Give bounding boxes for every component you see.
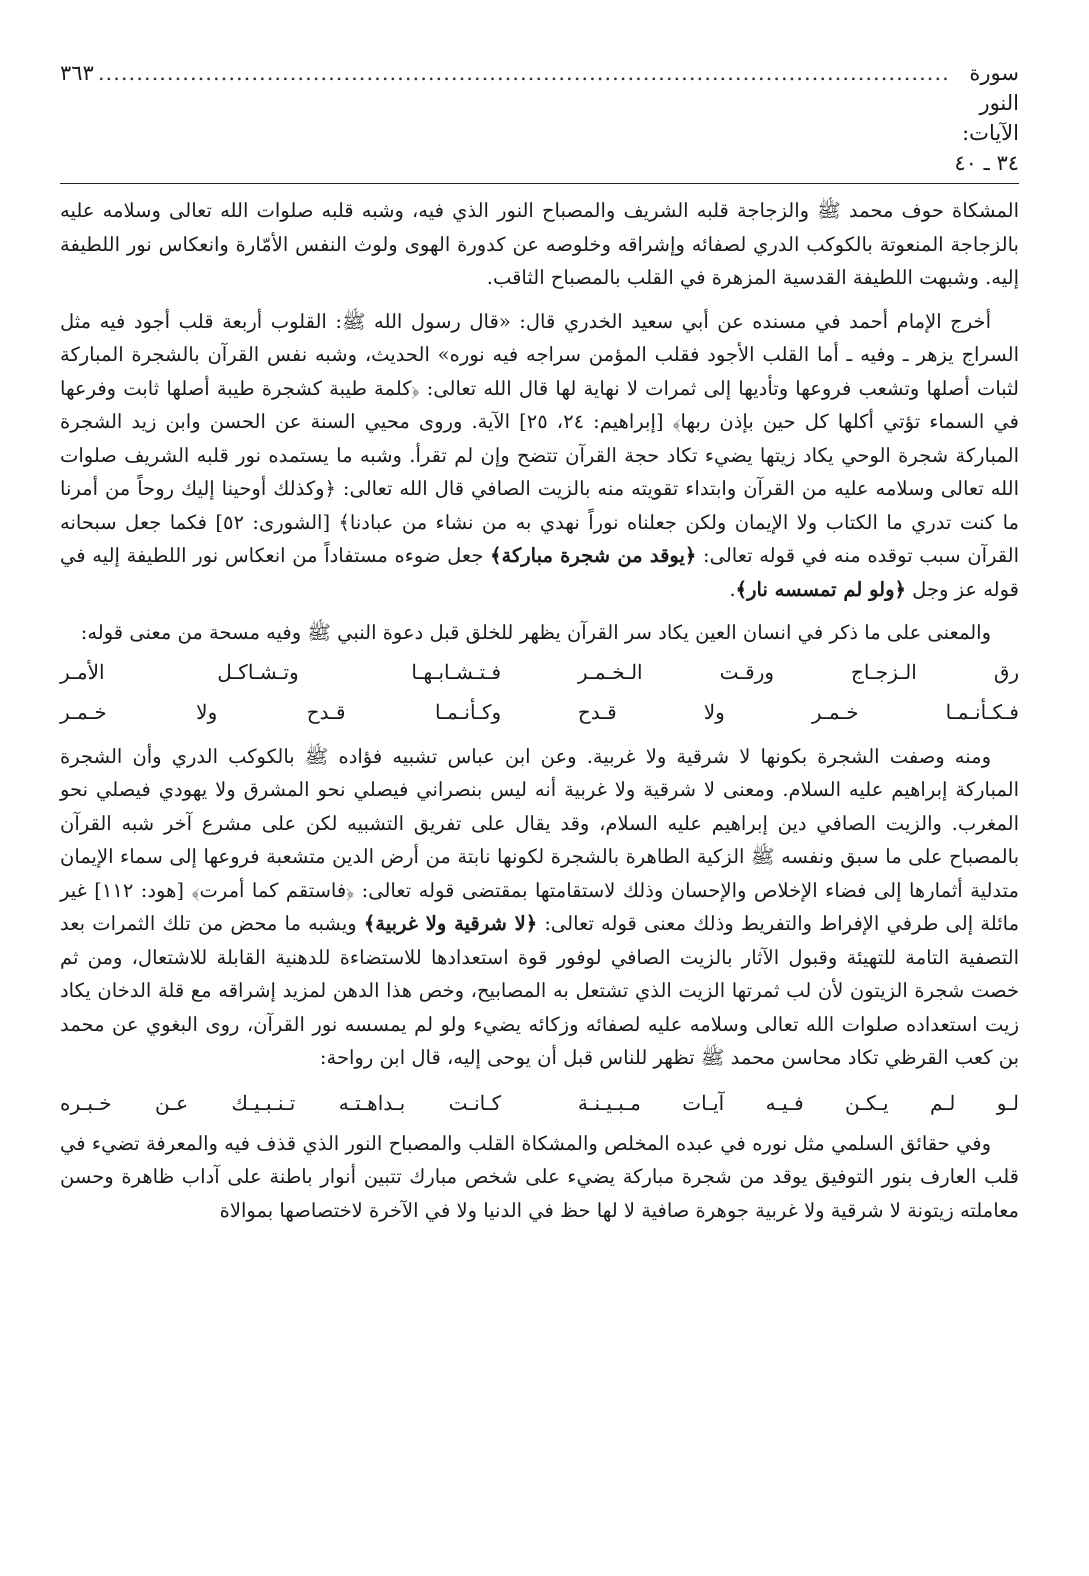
poem-hemistich: فـتـشـابـهـا وتـشـاكـل الأمـر (60, 659, 502, 684)
quran-quote-2: ﴿ولو لم تمسسه نار﴾ (735, 577, 906, 601)
quran-quote-1: ﴿يوقد من شجرة مباركة﴾ (490, 544, 697, 567)
paragraph-4-end: ويشبه ما محض من تلك الثمرات بعد التصفية التامة للتهيئة وقبول الآثار بالزيت الصافي لوفور قوة استعدادها للاستضاءة للدهنية القابلة للاشتعال، ومن ثم خصت شجرة الزيتون لأن لب ثمرتها الزيت الذي تشتعل به المصابيح، وخص هذا الدهن لمزيد إشراقه مع قلة الدخان يكاد زيت استعداده صلوات الله تعالى وسلامه عليه لصفائه وزكائه يضيء ولو لم يمسسه نور القرآن، روى البغوي عن محمد بن كعب القرظي تكاد محاسن محمد ﷺ تظهر للناس قبل أن يوحى إليه، قال ابن رواحة: (60, 912, 1019, 1069)
quran-quote-3: ﴿لا شرقية ولا غربية﴾ (363, 912, 538, 935)
paragraph-2-text: أخرج الإمام أحمد في مسنده عن أبي سعيد الخدري قال: «قال رسول الله ﷺ: القلوب أربعة قلب أجود فيه مثل السراج يزهر ـ وفيه ـ أما القلب الأجود فقلب المؤمن سراجه فيه نوره» الحديث، وشبه نفس القرآن بالشجرة المباركة لثبات أصلها وتشعب فروعها وتأديها إلى ثمرات لا نهاية لها قال الله تعالى: ﴿كلمة طيبة كشجرة طيبة أصلها ثابت وفرعها في السماء تؤتي أكلها كل حين بإذن ربها﴾ [إبراهيم: ٢٤، ٢٥] الآية. وروى محيي السنة عن الحسن وابن زيد الشجرة المباركة شجرة الوحي يكاد زيتها يضيء تكاد حجة القرآن تتضح وإن لم تقرأ. وشبه ما يستمده نور قلبه الشريف صلوات الله تعالى وسلامه عليه من القرآن وابتداء تقويته منه بالزيت الصافي قال الله تعالى: ﴿وكذلك أوحينا إليك روحاً من أمرنا ما كنت تدري ما الكتاب ولا الإيمان ولكن جعلناه نوراً نهدي به من نشاء من عبادنا﴾ [الشورى: ٥٢] فكما جعل سبحانه القرآن سبب توقده منه في قوله تعالى: (60, 309, 1020, 567)
poem-line-1 (60, 654, 1019, 690)
poem-hemistich: فـكـأنـمـا خـمـر ولا قـدح (577, 699, 1019, 724)
page-number: ٣٦٣ (60, 61, 94, 85)
poem-verse-1 (60, 654, 1019, 730)
paragraph-1: المشكاة حوف محمد ﷺ والزجاجة قلبه الشريف والمصباح النور الذي فيه، وشبه قلبه صلوات الله تعالى وسلامه عليه بالزجاجة المنعوتة بالكوكب الدري لصفائه وإشراقه وخلوصه عن كدورة الهوى ولوث النفس الأمّارة وانعكاس نور اللطيفة إليه. وشبهت اللطيفة القدسية المزهرة في القلب بالمصباح الثاقب. (60, 199, 1019, 289)
poem-hemistich: لـو لـم يـكـن فـيـه آيـات مـبـيـنـة (577, 1090, 1019, 1115)
paragraph-4-text: ومنه وصفت الشجرة بكونها لا شرقية ولا غربية. وعن ابن عباس تشبيه فؤاده ﷺ بالكوكب الدري وأن الشجرة المباركة إبراهيم عليه السلام. ومعنى لا شرقية ولا غربية أنه ليس بنصراني فيصلي نحو المشرق ولا يهودي فيصلي نحو المغرب. والزيت الصافي دين إبراهيم عليه السلام، وقد يقال على تفريق التشبيه لكن على مشرع آخر شبه القرآن بالمصباح على ما سبق ونفسه ﷺ الزكية الطاهرة بالشجرة لكونها نابتة من أرض الدين متشعبة فروعها إلى سماء الإيمان متدلية أثمارها إلى فضاء الإخلاص والإحسان وذلك لاستقامتها بمقتضى قوله تعالى: ﴿فاستقم كما أمرت﴾ [هود: ١١٢] غير مائلة إلى طرفي الإفراط والتفريط وذلك معنى قوله تعالى: (60, 744, 1020, 935)
paragraph-3: والمعنى على ما ذكر في انسان العين يكاد سر القرآن يظهر للخلق قبل دعوة النبي ﷺ وفيه مسحة من معنى قوله: (80, 621, 991, 644)
poem-hemistich: كـانـت بـداهـتـه تـنـبـيـك عـن خـبـره (60, 1090, 502, 1115)
header-dots: ............................................................................................................... (97, 61, 950, 85)
poem-hemistich: رق الـزجـاج ورقـت الـخـمـر (577, 659, 1019, 684)
poem-line-2 (60, 694, 1019, 730)
page (60, 58, 1019, 1227)
header-title: سورة النور الآيات: ٣٤ ـ ٤٠ (954, 61, 1019, 175)
paragraph-2 (60, 305, 1019, 607)
paragraph-4 (60, 740, 1019, 1075)
paragraph-2-mid: جعل ضوءه مستفاداً من انعكاس نور اللطيفة إليه في قوله عز وجل (60, 544, 1019, 601)
poem-verse-2 (60, 1085, 1019, 1121)
running-header (60, 58, 1019, 184)
paragraph-2-end: . (729, 577, 736, 601)
poem-hemistich: وكـأنـمـا قـدح ولا خـمـر (60, 699, 502, 724)
paragraph-5: وفي حقائق السلمي مثل نوره في عبده المخلص والمشكاة القلب والمصباح النور الذي قذف فيه والمعرفة تضيء في قلب العارف بنور التوفيق يوقد من شجرة مباركة يضيء على شخص مبارك تتبين أنوار باطنة على آداب ظاهرة وحسن معاملته زيتونة لا شرقية ولا غربية جوهرة صافية لا لها حظ في الدنيا ولا في الآخرة لاختصاصها بموالاة (60, 1131, 1019, 1222)
